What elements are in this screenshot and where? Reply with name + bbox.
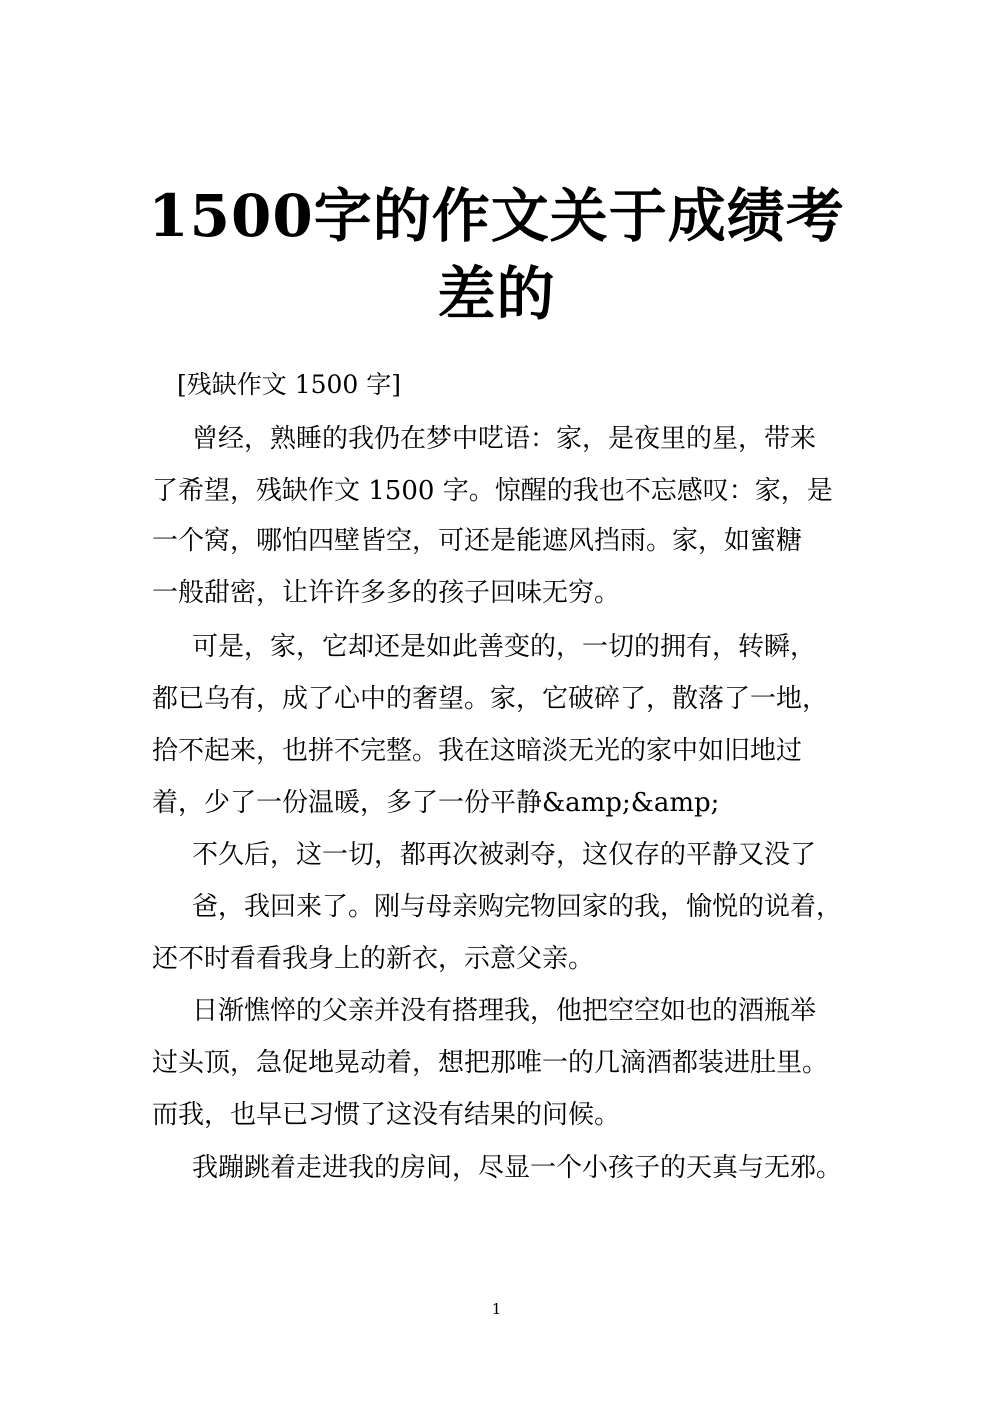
body-line: 了希望，残缺作文 1500 字。惊醒的我也不忘感叹：家，是 (152, 476, 833, 506)
body-line: 而我，也早已习惯了这没有结果的问候。 (152, 1100, 621, 1130)
body-line: 着，少了一份温暖，多了一份平静&amp;&amp; (152, 788, 720, 818)
body-line: 过头顶，急促地晃动着，想把那唯一的几滴酒都装进肚里。 (152, 1048, 829, 1078)
document-title-line-1: 1500字的作文关于成绩考 (148, 182, 845, 250)
body-line: 一般甜密，让许许多多的孩子回味无穷。 (152, 578, 621, 608)
body-line: 都已乌有，成了心中的奢望。家，它破碎了，散落了一地， (152, 684, 829, 714)
body-line: 还不时看看我身上的新衣，示意父亲。 (152, 944, 595, 974)
page-number: 1 (491, 1300, 502, 1318)
body-line: 一个窝，哪怕四壁皆空，可还是能遮风挡雨。家，如蜜糖 (152, 526, 803, 556)
body-line: 爸，我回来了。刚与母亲购完物回家的我，愉悦的说着， (192, 892, 843, 922)
body-line: 可是，家，它却还是如此善变的，一切的拥有，转瞬， (192, 632, 817, 662)
body-line: 我蹦跳着走进我的房间，尽显一个小孩子的天真与无邪。 (192, 1153, 843, 1183)
body-line: 日渐憔悴的父亲并没有搭理我，他把空空如也的酒瓶举 (192, 996, 817, 1026)
body-line: 拾不起来，也拼不完整。我在这暗淡无光的家中如旧地过 (152, 736, 803, 766)
body-line: 曾经，熟睡的我仍在梦中呓语：家，是夜里的星，带来 (192, 424, 817, 454)
body-line: 不久后，这一切，都再次被剥夺，这仅存的平静又没了 (192, 840, 817, 870)
document-title-line-2: 差的 (437, 260, 556, 328)
document-subheading: [残缺作文 1500 字] (177, 370, 402, 399)
